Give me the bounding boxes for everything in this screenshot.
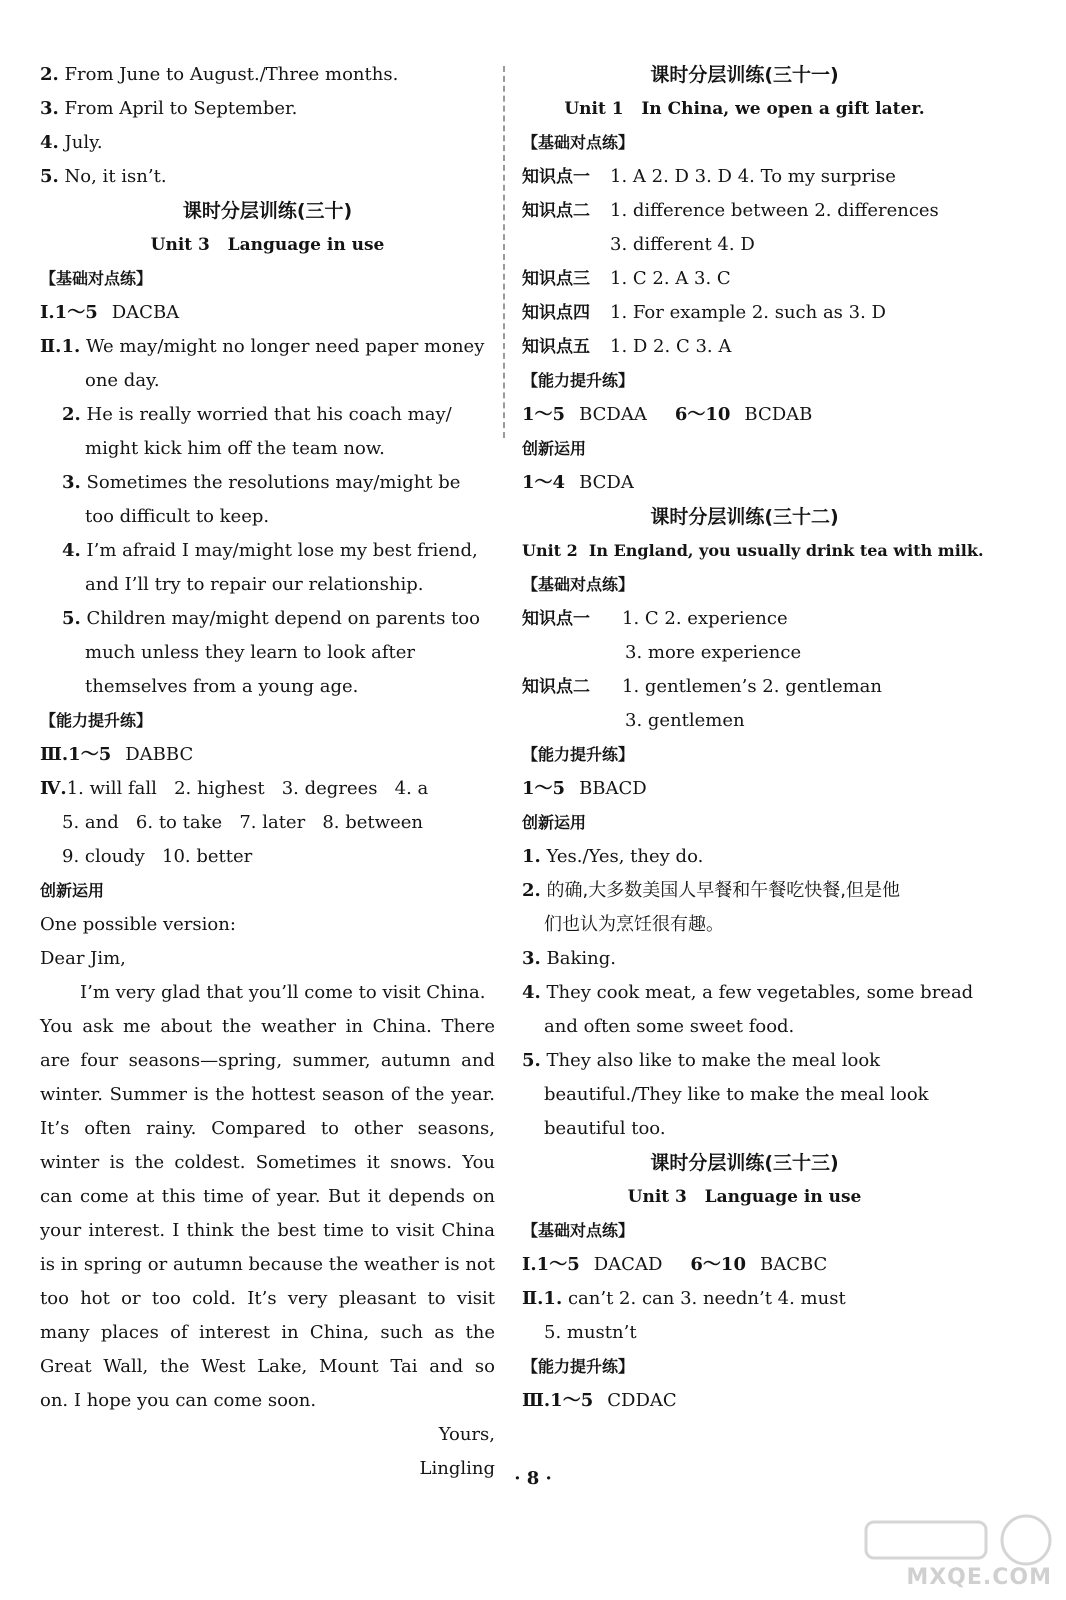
knowledge-point-1-cont: 3. more experience [625, 642, 802, 663]
innovation-item-3: 3. Baking. [522, 948, 616, 969]
innovation-answers: 1～4 BCDA [522, 472, 634, 493]
part-3-answers: Ⅲ.1～5 DABBC [40, 744, 194, 765]
innovation-item-4-cont: and often some sweet food. [544, 1016, 795, 1037]
left-column [40, 58, 495, 1486]
lesson-33-unit: Unit 3 Language in use [627, 1187, 862, 1207]
knowledge-point-1: 知识点一 1. A 2. D 3. D 4. To my surprise [522, 166, 896, 187]
letter-line: your interest. I think the best time to visit China [40, 1220, 495, 1241]
letter-line: too hot or too cold. It’s very pleasant to visit [40, 1288, 495, 1309]
section-basic: 【基础对点练】 [522, 575, 635, 594]
section-basic: 【基础对点练】 [522, 1221, 635, 1240]
letter-signature: Lingling [419, 1458, 495, 1479]
part-2-answers: Ⅱ.1. can’t 2. can 3. needn’t 4. must [522, 1288, 846, 1309]
ability-answers: 1～5 BBACD [522, 778, 647, 799]
knowledge-point-2: 知识点二 1. difference between 2. differences [522, 200, 939, 221]
part-2-item-4: 4. I’m afraid I may/might lose my best friend, [62, 540, 478, 561]
letter-line: It’s often rainy. Compared to other seasons, [40, 1118, 495, 1139]
version-label: One possible version: [40, 914, 236, 935]
letter-greeting: Dear Jim, [40, 948, 126, 969]
section-innovation: 创新运用 [40, 881, 105, 900]
part-1-answers: Ⅰ.1～5 DACAD 6～10 BACBC [522, 1254, 828, 1275]
innovation-item-5-cont: beautiful too. [544, 1118, 666, 1139]
innovation-item-5: 5. They also like to make the meal look [522, 1050, 881, 1071]
letter-line: are four seasons—spring, summer, autumn and [40, 1050, 495, 1071]
ability-answers: 1～5 BCDAA 6～10 BCDAB [522, 404, 813, 425]
section-ability: 【能力提升练】 [522, 745, 635, 764]
letter-line: You ask me about the weather in China. There [40, 1016, 495, 1037]
part-2-item-3: 3. Sometimes the resolutions may/might be [62, 472, 461, 493]
watermark-text: MXQE.COM [906, 1565, 1052, 1590]
answer-line: 2. From June to August./Three months. [40, 64, 399, 85]
innovation-item-2: 2. 的确,大多数美国人早餐和午餐吃快餐,但是他 [522, 880, 900, 901]
innovation-item-2-cont: 们也认为烹饪很有趣。 [544, 914, 724, 935]
knowledge-point-3: 知识点三 1. C 2. A 3. C [522, 268, 731, 289]
section-innovation: 创新运用 [522, 813, 587, 832]
lesson-31-unit: Unit 1 In China, we open a gift later. [564, 99, 925, 119]
part-2-answers-cont: 5. mustn’t [544, 1322, 637, 1343]
answer-line: 3. From April to September. [40, 98, 298, 119]
section-ability: 【能力提升练】 [40, 711, 153, 730]
part-2-item-1-cont: one day. [85, 370, 160, 391]
lesson-32-unit: Unit 2 In England, you usually drink tea with milk. [522, 541, 984, 560]
letter-line: on. I hope you can come soon. [40, 1390, 317, 1411]
section-basic: 【基础对点练】 [40, 269, 153, 288]
answer-line: 5. No, it isn’t. [40, 166, 167, 187]
watermark-logo [856, 1512, 1056, 1592]
part-4-row-2: 5. and 6. to take 7. later 8. between [62, 812, 423, 833]
letter-line: I’m very glad that you’ll come to visit China. [80, 982, 486, 1003]
lesson-30-unit: Unit 3 Language in use [150, 235, 385, 255]
part-4-row-1: Ⅳ.1. will fall 2. highest 3. degrees 4. a [40, 778, 429, 799]
section-ability: 【能力提升练】 [522, 371, 635, 390]
part-4-row-3: 9. cloudy 10. better [62, 846, 253, 867]
innovation-item-1: 1. Yes./Yes, they do. [522, 846, 704, 867]
lesson-33-title: 课时分层训练(三十三) [650, 1152, 839, 1174]
column-divider [503, 66, 505, 438]
part-2-item-5-cont: themselves from a young age. [85, 676, 359, 697]
letter-closing: Yours, [438, 1424, 495, 1445]
section-basic: 【基础对点练】 [522, 133, 635, 152]
letter-line: is in spring or autumn because the weather is not [40, 1254, 495, 1275]
letter-line: can come at this time of year. But it depends on [40, 1186, 495, 1207]
lesson-31-title: 课时分层训练(三十一) [650, 64, 839, 86]
part-2-item-4-cont: and I’ll try to repair our relationship. [85, 574, 424, 595]
letter-line: many places of interest in China, such as the [40, 1322, 495, 1343]
lesson-30-title: 课时分层训练(三十) [182, 200, 353, 222]
part-3-answers: Ⅲ.1～5 CDDAC [522, 1390, 677, 1411]
right-column [522, 58, 984, 1418]
part-2-item-2-cont: might kick him off the team now. [85, 438, 385, 459]
innovation-item-5-cont: beautiful./They like to make the meal look [544, 1084, 929, 1105]
knowledge-point-2-cont: 3. gentlemen [625, 710, 745, 731]
part-1-answers: Ⅰ.1～5 DACBA [40, 302, 180, 323]
letter-line: winter is the coldest. Sometimes it snows. You [40, 1152, 495, 1173]
knowledge-point-5: 知识点五 1. D 2. C 3. A [522, 336, 732, 357]
part-2-item-5-cont: much unless they learn to look after [85, 642, 416, 663]
section-innovation: 创新运用 [522, 439, 587, 458]
watermark-icon [856, 1512, 1056, 1568]
letter-line: winter. Summer is the hottest season of the year. [40, 1084, 495, 1105]
lesson-32-title: 课时分层训练(三十二) [650, 506, 839, 528]
part-2-item-2: 2. He is really worried that his coach may/ [62, 404, 452, 425]
knowledge-point-2-cont: 3. different 4. D [610, 234, 755, 255]
letter-line: Great Wall, the West Lake, Mount Tai and so [40, 1356, 495, 1377]
knowledge-point-4: 知识点四 1. For example 2. such as 3. D [522, 302, 886, 323]
knowledge-point-2: 知识点二 1. gentlemen’s 2. gentleman [522, 676, 882, 697]
part-2-item-3-cont: too difficult to keep. [85, 506, 270, 527]
answer-line: 4. July. [40, 132, 103, 153]
part-2-item-5: 5. Children may/might depend on parents too [62, 608, 480, 629]
knowledge-point-1: 知识点一 1. C 2. experience [522, 608, 788, 629]
section-ability: 【能力提升练】 [522, 1357, 635, 1376]
part-2-item-1: Ⅱ.1. We may/might no longer need paper money [40, 336, 485, 357]
page-number: · 8 · [514, 1468, 552, 1489]
innovation-item-4: 4. They cook meat, a few vegetables, some bread [522, 982, 974, 1003]
